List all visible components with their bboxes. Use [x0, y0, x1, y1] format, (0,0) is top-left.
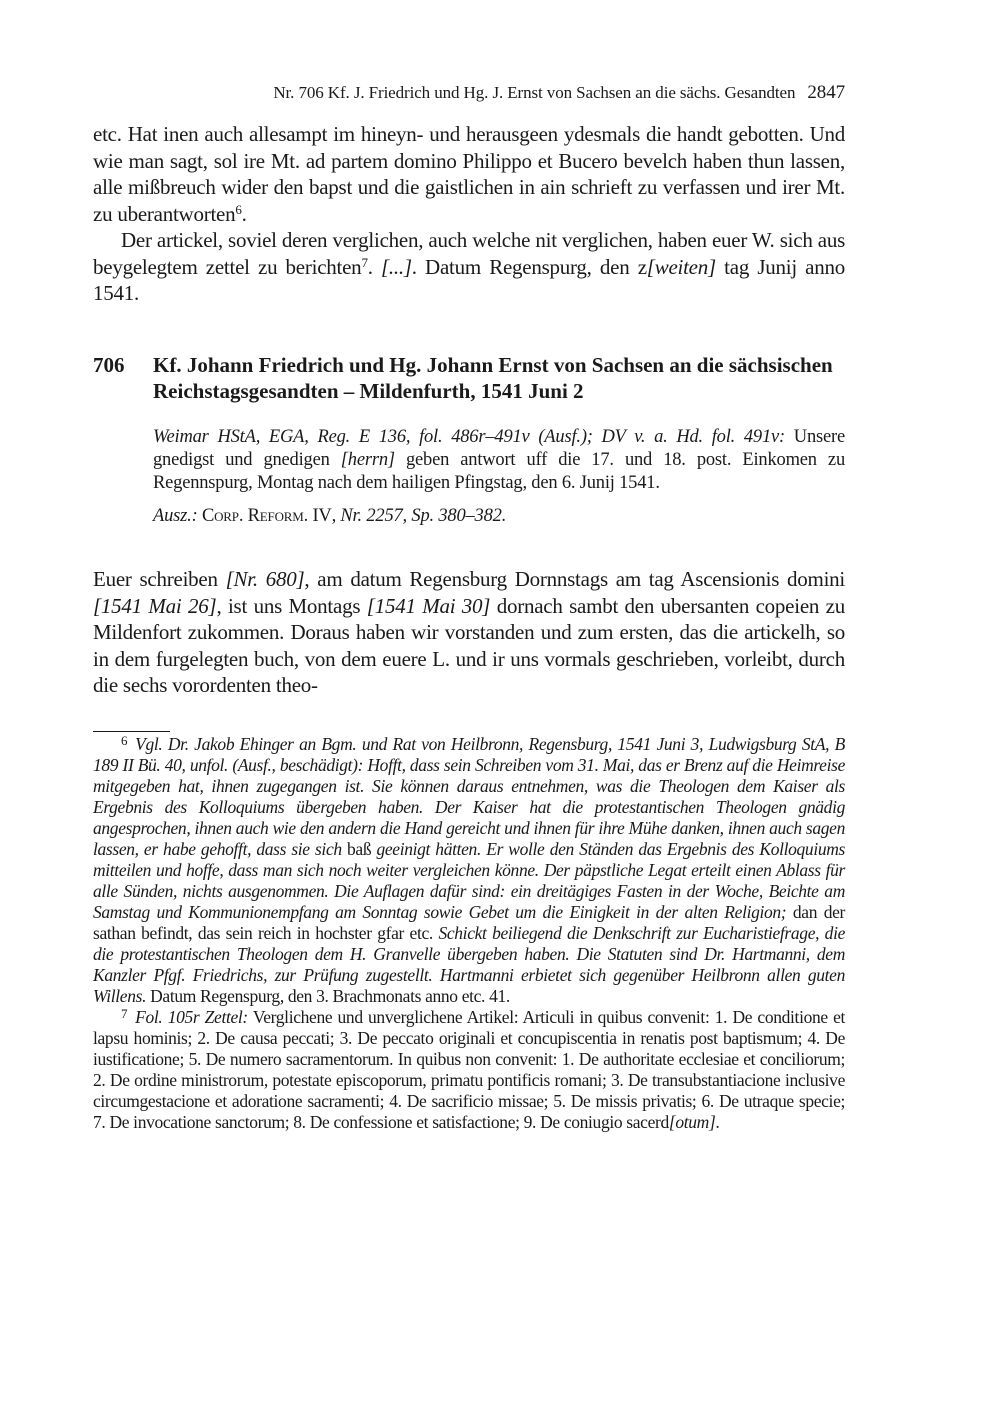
paragraph-text: . [367, 254, 381, 279]
running-head-title: Nr. 706 Kf. J. Friedrich und Hg. J. Ernst von Sachsen an die sächs. Gesandten [273, 83, 796, 102]
footnote-text: Vgl. Dr. Jakob Ehinger an Bgm. und Rat von Heilbronn, Regensburg, 1541 Juni 3, Ludwigsburg StA, B 189 II Bü. 40, unfol. (Ausf., beschädigt): Hofft, dass sein Schreiben vom 31. Mai, das er Brenz auf die Heimreise mitgegeben hat, ihnen zugegangen ist. Sie können daraus entnehmen, was die Theologen dem Kaiser als Ergebnis des Kolloquiums übergeben haben. Der Kaiser hat die protestantischen Theologen gnädig angesprochen, ihnen auch wie den andern die Hand gereicht und ihnen für ihre Mühe danken, ihnen auch sagen lassen, er habe gehofft, dass sie sich [93, 734, 845, 859]
source-apparatus [153, 426, 845, 528]
footnote-ref: 6 [235, 201, 242, 217]
footnote-7 [93, 1007, 845, 1133]
paragraph-text: , ist uns Montags [216, 593, 367, 618]
footnote-text: Schickt beiliegend die Denkschrift zur Eucharistiefrage, die die protestantischen Theologen dem H. Granvelle übergeben haben. Die Statuten sind Dr. Hartmanni, dem Kanzler Pfgf. Friedrichs, zur Prüfung zugestellt. Hartmanni erbietet sich gegenüber Heilbronn allen guten Willens. [93, 923, 846, 1006]
paragraph-text: . Datum Regenspurg, den z [411, 254, 647, 279]
document-number: 706 [93, 353, 125, 377]
footnote-text: [otum] [668, 1112, 716, 1132]
archive-reference: Weimar HStA, EGA, Reg. E 136, fol. 486r–491v (Ausf.); DV v. a. Hd. fol. 491v: [153, 427, 785, 447]
footnote-text: Verglichene und unverglichene Artikel: Articuli in quibus convenit: 1. De conditione et lapsu hominis; 2. De causa peccati; 3. De peccato originali et concupiscentia in renatis post baptismum; 4. De iustificatione; 5. De numero sacramentorum. In quibus non convenit: 1. De authoritate ecclesiae et conciliorum; 2. De ordine ministrorum, potestate episcoporum, primatu pontificis romani; 3. De transubstantiacione inclusive circumgestacione et adoratione sacramenti; 4. De sacrificio missae; 5. De missis privatis; 6. De utraque specie; 7. De invocatione sanctorum; 8. De confessione et satisfactione; 9. De coniugio sacerd [93, 1007, 846, 1132]
dorsal-note-text: geben antwort uff die 17. und 18. post. Einkomen zu Regennspurg, Montag nach dem hailigen Pfingstag, den 6. Junij 1541. [153, 450, 845, 493]
document-body [93, 566, 845, 699]
continuation-text [93, 121, 845, 307]
editorial-date: [1541 Mai 30] [366, 593, 491, 618]
paragraph-text: dornach sambt den ubersanten copeien zu Mildenfort zukommen. Doraus haben wir vorstanden und zum ersten, das die artickelh, so in dem furgelegten buch, von dem euere L. und ir uns vormals geschrieben, vorleibt, durch die sechs vorordenten theo- [93, 593, 845, 697]
paragraph-text: Euer schreiben [93, 567, 226, 591]
paragraph-text: Der artickel, soviel deren verglichen, auch welche nit verglichen, haben euer W. sich aus beygelegtem zettel zu berichten [93, 228, 845, 279]
footnotes [93, 734, 845, 1133]
footnote-text: Datum Regenspurg, den 3. Brachmonats anno etc. 41. [146, 986, 510, 1006]
excerpt-label: Ausz.: [153, 506, 198, 526]
source-description [153, 426, 845, 495]
page-number: 2847 [807, 82, 845, 103]
editorial-date: [1541 Mai 26] [93, 593, 217, 618]
paragraph [93, 566, 845, 699]
paragraph-text: tag Junij anno 1541. [93, 254, 845, 305]
omission-mark: [...] [380, 254, 412, 279]
dorsal-note-text: Unsere gnedigst und gnedigen [153, 427, 845, 470]
paragraph [93, 121, 845, 227]
footnote-text: . [715, 1112, 720, 1132]
running-head [93, 82, 845, 104]
excerpt-reference [153, 505, 845, 528]
footnote-text: dan der sathan befindt, das sein reich in hochster gfar etc. [93, 902, 845, 943]
footnote-number: 7 [121, 1006, 128, 1021]
footnote-text: geeinigt hätten. Er wolle den Ständen das Ergebnis des Kolloquiums mitteilen und hoffe, dass man sich noch weiter vergleichen könne. Der päpstliche Legat erteilt einen Ablass für alle Sünden, nichts ausgenommen. Die Auflagen dafür sind: ein dreitägiges Fasten in der Woche, Beichte am Samstag und Kommunionempfang am Sonntag sowie Gebet um die Einigkeit in der alten Religion; [93, 839, 845, 922]
paragraph-text: etc. Hat inen auch allesampt im hineyn- und herausgeen ydesmals die handt gebotten. Und wie man sagt, sol ire Mt. ad partem domino Philippo et Bucero bevelch haben thun lassen, alle mißbreuch wider den bapst und die gaistlichen in ain schrieft zu verfassen und irer Mt. zu uberantworten [93, 122, 845, 226]
footnote-6 [93, 734, 845, 1007]
paragraph-text: , am datum Regensburg Dornnstags am tag Ascensionis domini [304, 567, 846, 591]
punctuation: . [241, 201, 247, 226]
footnote-text: Fol. 105r Zettel: [135, 1007, 248, 1027]
excerpt-location: , Nr. 2257, Sp. 380–382. [331, 506, 507, 526]
editorial-reference: [Nr. 680] [225, 567, 305, 591]
paragraph [93, 227, 845, 307]
excerpt-work: Corp. Reform. IV [201, 506, 332, 526]
footnote-divider [93, 731, 170, 732]
footnote-ref: 7 [361, 254, 368, 270]
document-heading [93, 352, 845, 404]
footnote-text: baß [347, 839, 372, 859]
document-title: Kf. Johann Friedrich und Hg. Johann Ernst von Sachsen an die sächsischen Reichstagsgesandten – Mildenfurth, 1541 Juni 2 [153, 353, 833, 403]
editorial-insertion: [herrn] [340, 450, 395, 470]
editorial-insertion: [weiten] [646, 254, 716, 279]
footnote-number: 6 [121, 733, 128, 748]
